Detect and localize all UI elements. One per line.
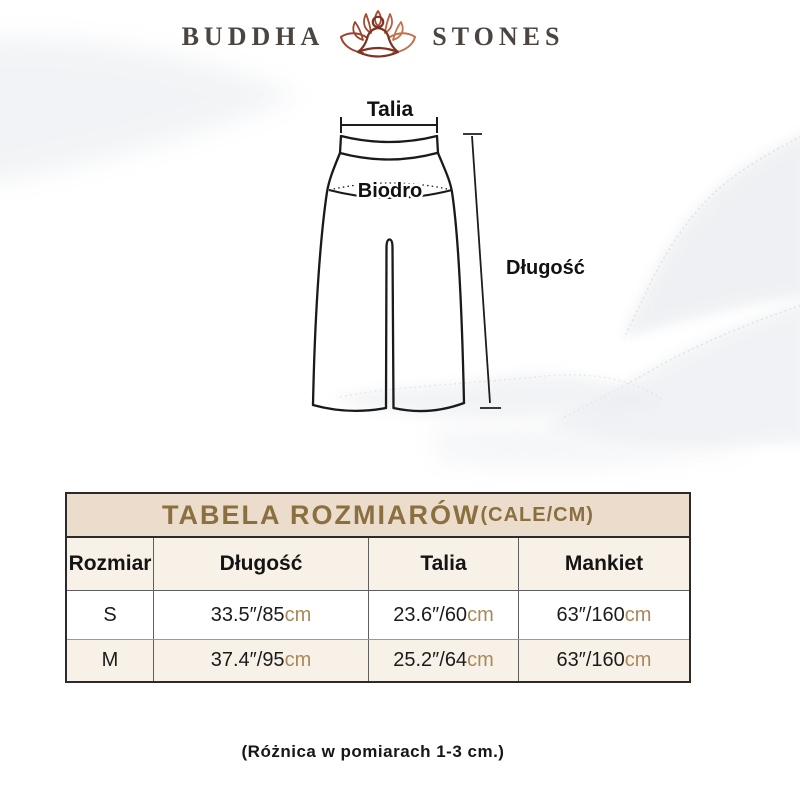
measurement-cell	[154, 591, 369, 639]
size-table-title	[67, 494, 689, 538]
size-table	[65, 492, 691, 683]
measurement-unit: cm	[624, 649, 652, 671]
length-label: Długość	[506, 257, 585, 279]
measurement-value: 63″/160	[556, 603, 625, 626]
measurement-unit: cm	[624, 603, 652, 626]
measurement-cell	[519, 591, 689, 639]
measurement-value: 37.4″/95	[210, 649, 285, 671]
col-header-mankiet: Mankiet	[564, 552, 644, 575]
size-value: S	[67, 591, 154, 639]
waist-label: Talia	[366, 98, 414, 121]
brand-word-right: STONES	[432, 22, 565, 51]
measurement-unit: cm	[467, 649, 494, 671]
hip-label: Biodro	[357, 180, 423, 202]
pants-measurement-diagram	[290, 92, 620, 437]
measurement-cell	[154, 640, 369, 681]
lotus-meditation-icon	[338, 10, 418, 64]
pants-outline	[313, 136, 464, 411]
size-table-title-units: (CALE/CM)	[480, 503, 594, 526]
measurement-cell	[369, 591, 519, 639]
table-row-s	[67, 590, 689, 639]
measurement-unit: cm	[467, 603, 494, 626]
measurement-unit: cm	[284, 603, 312, 626]
measurement-value: 33.5″/85	[210, 603, 285, 626]
length-measure-line	[463, 134, 501, 408]
measurement-cell	[369, 640, 519, 681]
size-value: M	[67, 640, 154, 681]
measurement-value: 23.6″/60	[393, 603, 468, 626]
col-header-talia: Talia	[369, 538, 519, 590]
brand-logo	[0, 8, 746, 66]
measurement-tolerance-note: (Różnica w pomiarach 1-3 cm.)	[241, 742, 505, 761]
measurement-cell	[519, 640, 689, 681]
brand-word-left: BUDDHA	[181, 22, 325, 51]
col-header-dlugosc: Długość	[154, 538, 369, 590]
table-row-m	[67, 639, 689, 681]
size-table-title-text: TABELA ROZMIARÓW	[162, 499, 481, 530]
measurement-value: 25.2″/64	[393, 649, 468, 671]
measurement-value: 63″/160	[556, 649, 625, 671]
col-header-rozmiar: Rozmiar	[67, 538, 154, 590]
size-table-header-row	[67, 538, 689, 590]
measurement-unit: cm	[284, 649, 312, 671]
